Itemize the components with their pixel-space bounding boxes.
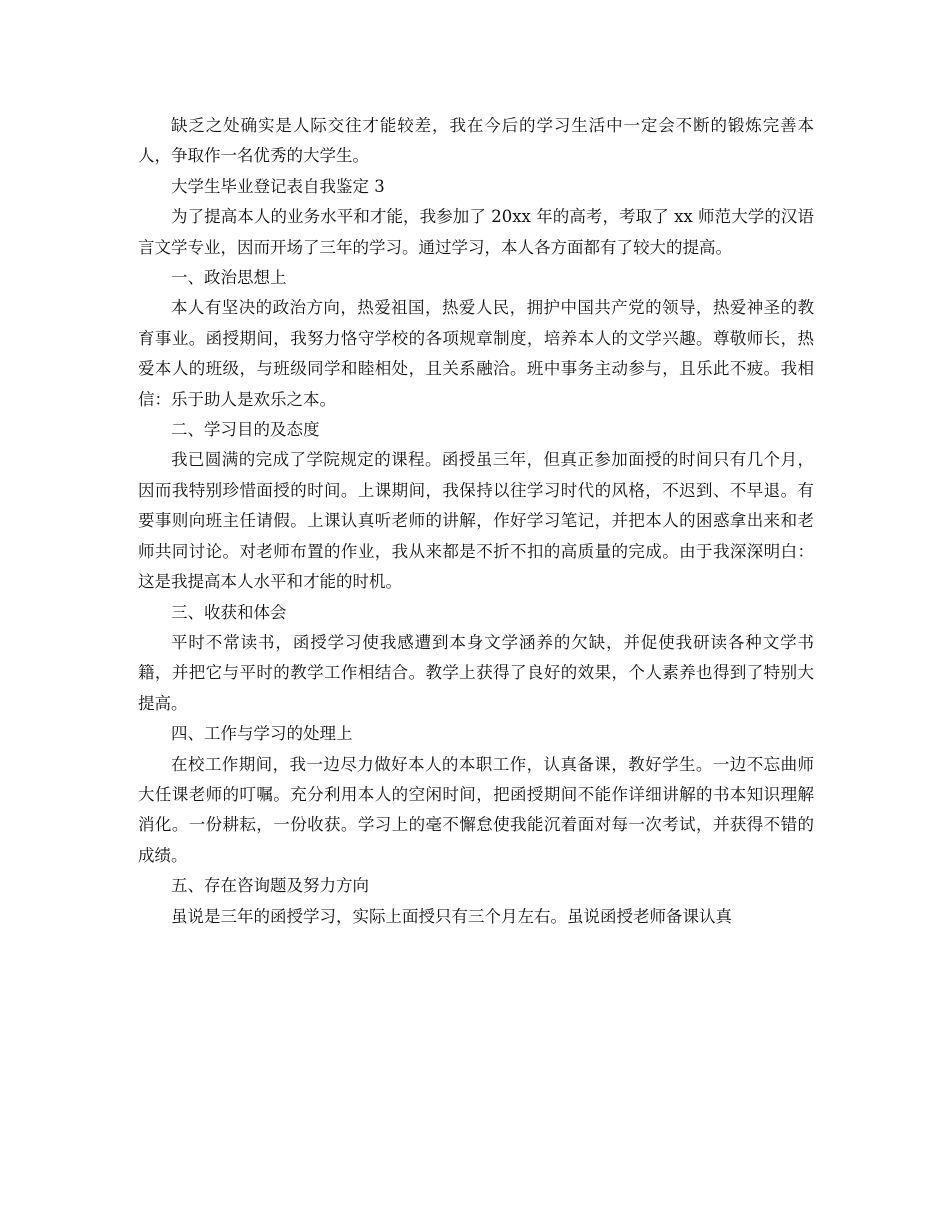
section-heading: 二、学习目的及态度 <box>171 420 320 440</box>
section-heading: 四、工作与学习的处理上 <box>171 724 353 744</box>
paragraph: 为了提高本人的业务水平和才能，我参加了 20xx 年的高考，考取了 xx 师范大学的汉语言文学专业，因而开场了三年的学习。通过学习，本人各方面都有了较大的提高。 <box>138 207 814 257</box>
paragraph: 在校工作期间，我一边尽力做好本人的本职工作，认真备课，教好学生。一边不忘曲师大任课老师的叮嘱。充分利用本人的空闲时间，把函授期间不能作详细讲解的书本知识理解消化。一份耕耘，一份收获。学习上的毫不懈怠使我能沉着面对每一次考试，并获得不错的成绩。 <box>138 754 814 865</box>
document-page <box>138 111 814 932</box>
section-heading: 大学生毕业登记表自我鉴定 3 <box>171 176 385 196</box>
paragraph: 缺乏之处确实是人际交往才能较差，我在今后的学习生活中一定会不断的锻炼完善本人，争取作一名优秀的大学生。 <box>138 116 814 166</box>
paragraph: 平时不常读书，函授学习使我感遭到本身文学涵养的欠缺，并促使我研读各种文学书籍，并把它与平时的教学工作相结合。教学上获得了良好的效果，个人素养也得到了特别大提高。 <box>138 632 814 713</box>
section-heading: 一、政治思想上 <box>171 268 287 288</box>
section-heading: 三、收获和体会 <box>171 602 287 622</box>
paragraph: 我已圆满的完成了学院规定的课程。函授虽三年，但真正参加面授的时间只有几个月，因而我特别珍惜面授的时间。上课期间，我保持以往学习时代的风格，不迟到、不早退。有要事则向班主任请假。上课认真听老师的讲解，作好学习笔记，并把本人的困惑拿出来和老师共同讨论。对老师布置的作业，我从来都是不折不扣的高质量的完成。由于我深深明白：这是我提高本人水平和才能的时机。 <box>138 450 814 592</box>
paragraph: 本人有坚决的政治方向，热爱祖国，热爱人民，拥护中国共产党的领导，热爱神圣的教育事业。函授期间，我努力恪守学校的各项规章制度，培养本人的文学兴趣。尊敬师长，热爱本人的班级，与班级同学和睦相处，且关系融洽。班中事务主动参与，且乐此不疲。我相信：乐于助人是欢乐之本。 <box>138 298 814 409</box>
section-heading: 五、存在咨询题及努力方向 <box>171 876 369 896</box>
paragraph: 虽说是三年的函授学习，实际上面授只有三个月左右。虽说函授老师备课认真 <box>171 906 732 926</box>
